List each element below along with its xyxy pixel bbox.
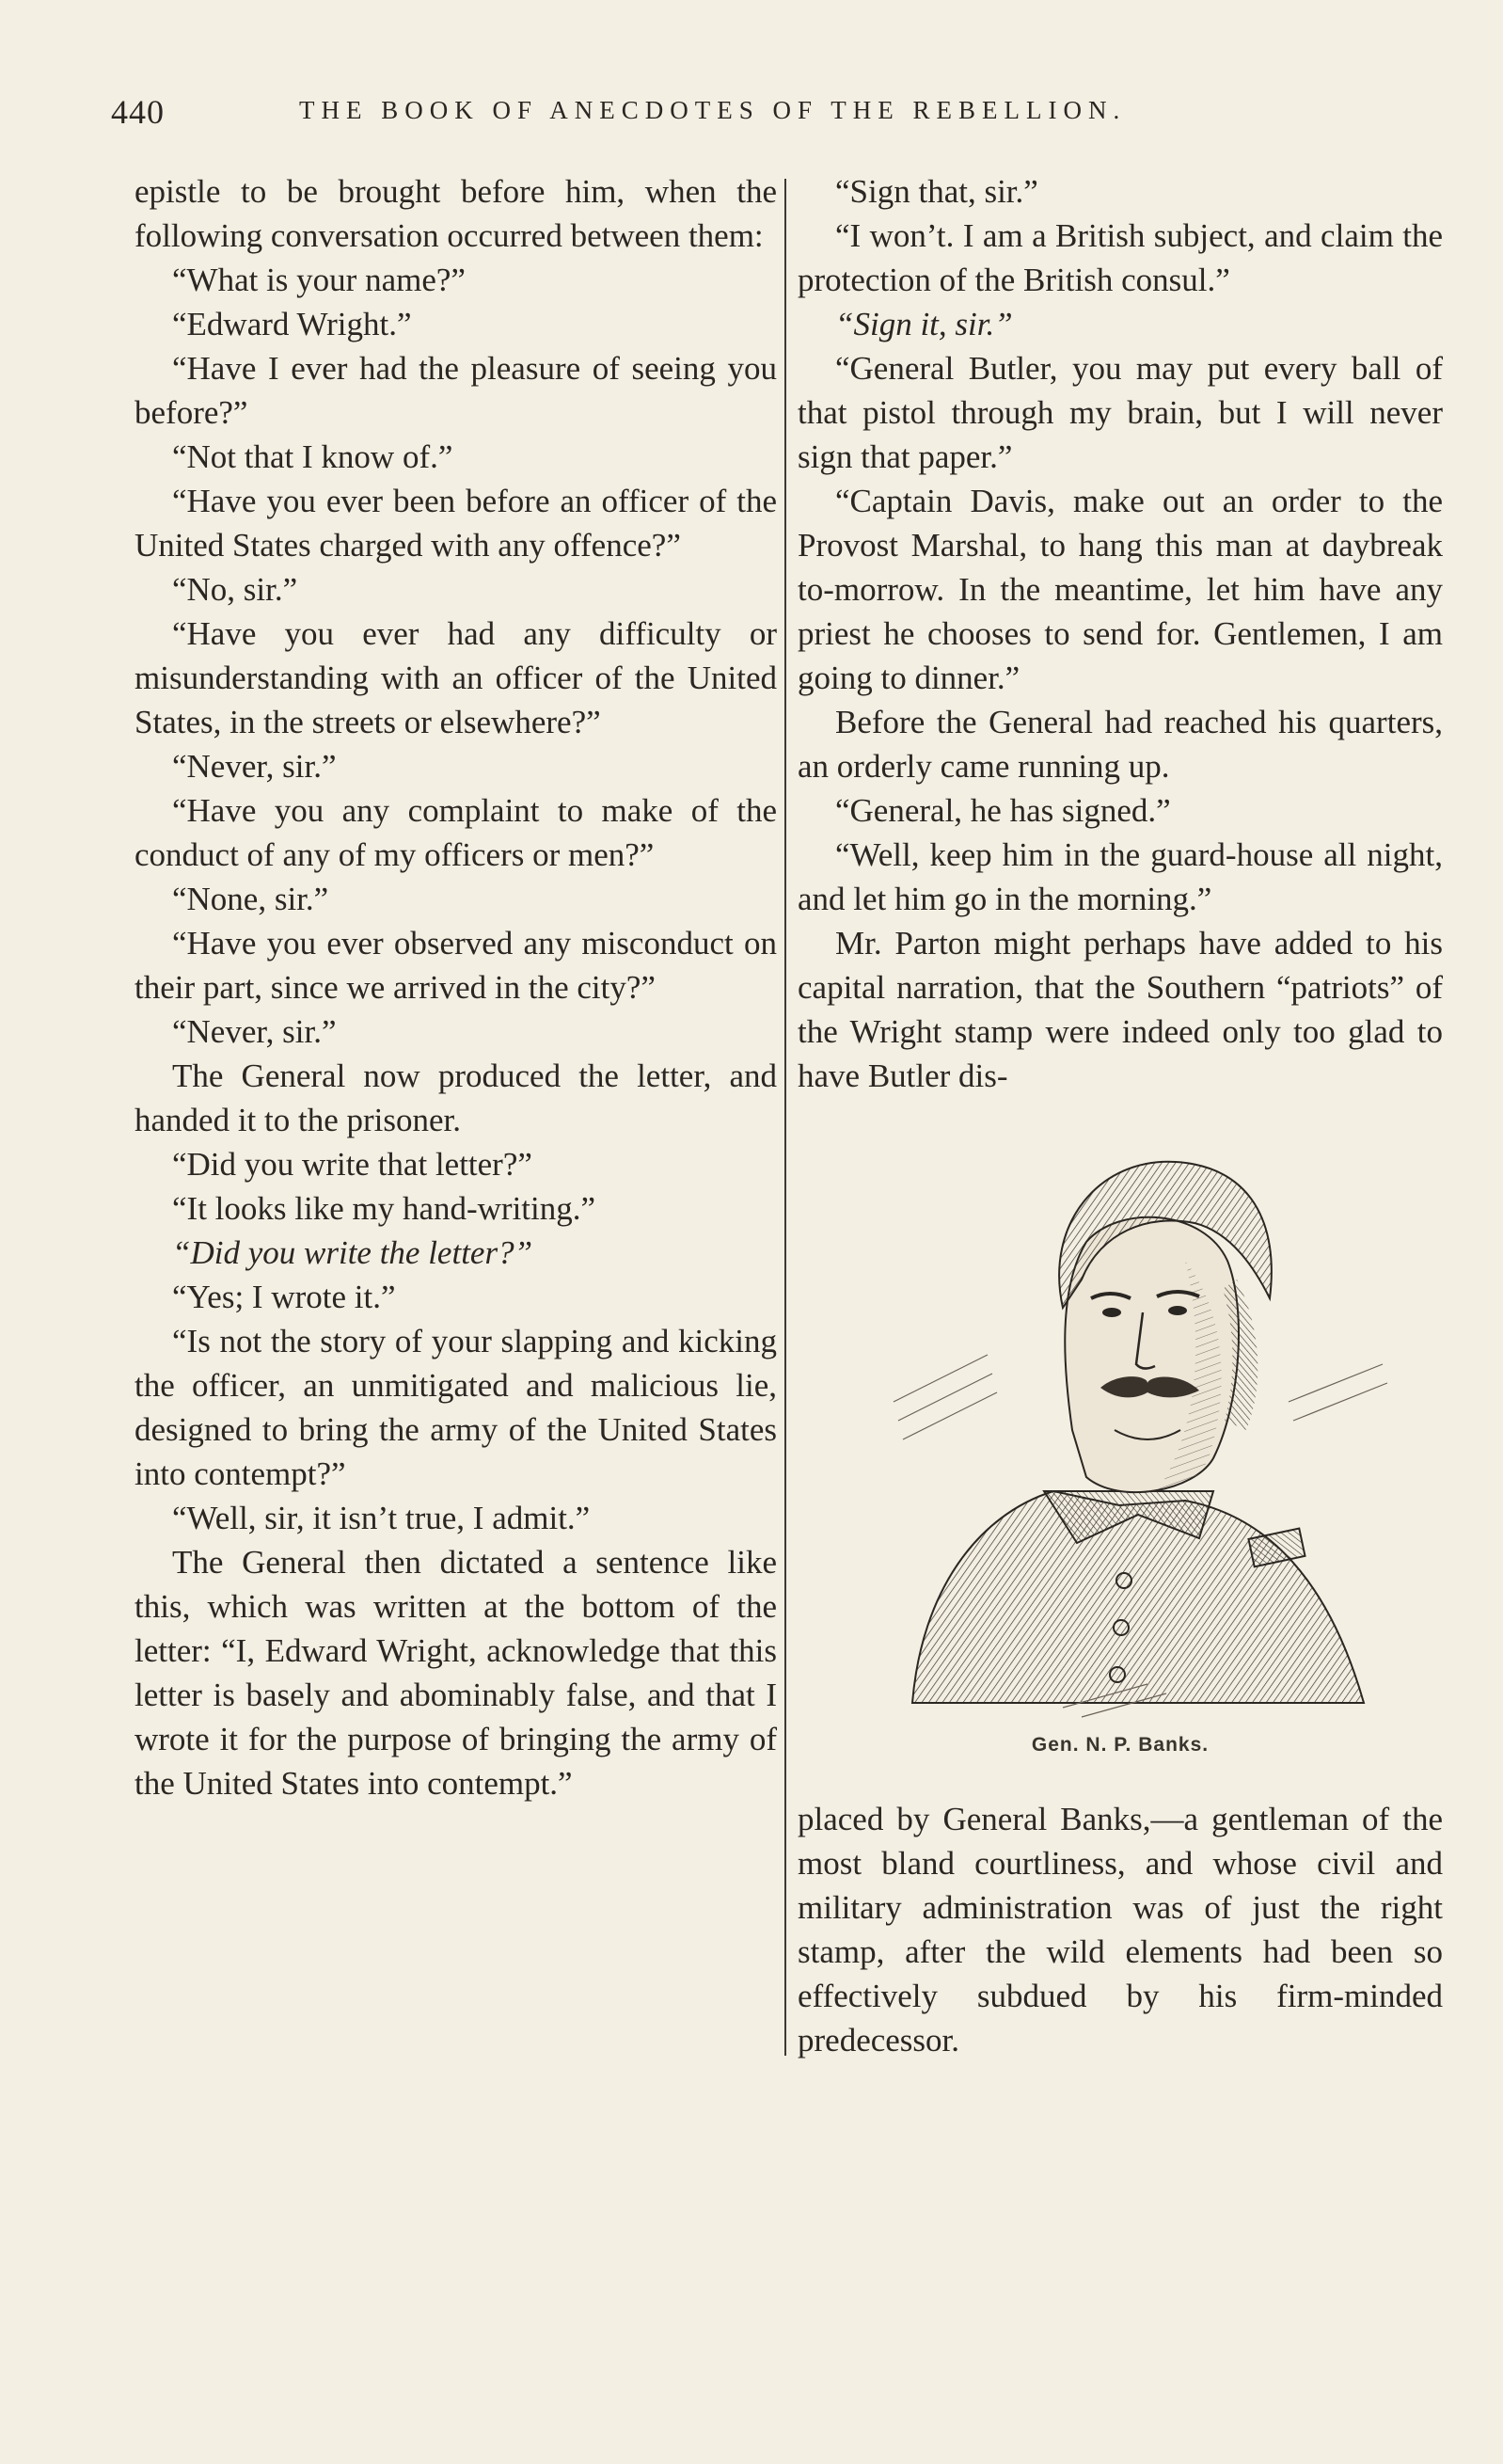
paragraph: “No, sir.” bbox=[172, 571, 298, 608]
right-column-bottom bbox=[798, 1797, 1443, 2062]
paragraph: The General then dictated a sentence like this, which was written at the bottom of the letter: “I, Edward Wright, acknowledge that this letter is basely and abominably false, and that I wrote it for the purpose of bringing the army of the United States into contempt.” bbox=[134, 1544, 777, 1802]
portrait-engraving bbox=[875, 1120, 1401, 1722]
paragraph: “General, he has signed.” bbox=[835, 792, 1171, 829]
paragraph: “Well, keep him in the guard-house all night, and let him go in the morning.” bbox=[798, 836, 1443, 917]
paragraph: “Is not the story of your slapping and kicking the officer, an unmitigated and malicious lie, designed to bring the army of the United States into contempt?” bbox=[134, 1323, 777, 1492]
running-title: THE BOOK OF ANECDOTES OF THE REBELLION. bbox=[299, 96, 1127, 124]
paragraph: “Did you write that letter?” bbox=[172, 1146, 532, 1183]
paragraph: “General Butler, you may put every ball of that pistol through my brain, but I will never sign that paper.” bbox=[798, 350, 1443, 475]
paragraph: “Yes; I wrote it.” bbox=[172, 1279, 396, 1315]
paragraph: “Have you ever observed any misconduct on their part, since we arrived in the city?” bbox=[134, 925, 777, 1006]
paragraph: “Never, sir.” bbox=[172, 1013, 337, 1050]
paragraph: placed by General Banks,—a gentleman of the most bland courtliness, and whose civil and military administration was of just the right stamp, after the wild elements had been so effectively subdued by his firm-minded predecessor. bbox=[798, 1801, 1443, 2059]
page-number: 440 bbox=[111, 93, 165, 131]
paragraph: “Have I ever had the pleasure of seeing you before?” bbox=[134, 350, 777, 431]
paragraph: “Captain Davis, make out an order to the Provost Marshal, to hang this man at daybreak to-morrow. In the meantime, let him have any priest he chooses to send for. Gentlemen, I am going to dinner.” bbox=[798, 483, 1443, 696]
paragraph: “Have you ever had any difficulty or misunderstanding with an officer of the United States, in the streets or elsewhere?” bbox=[134, 615, 777, 740]
page-header bbox=[111, 92, 1277, 134]
paragraph: Before the General had reached his quarters, an orderly came running up. bbox=[798, 704, 1443, 785]
left-column bbox=[134, 169, 777, 1805]
figure-caption: Gen. N. P. Banks. bbox=[1031, 1734, 1210, 1756]
paragraph: “What is your name?” bbox=[172, 262, 466, 298]
paragraph: “Edward Wright.” bbox=[172, 306, 412, 342]
paragraph: “Have you any complaint to make of the conduct of any of my officers or men?” bbox=[134, 792, 777, 873]
paragraph: “Never, sir.” bbox=[172, 748, 337, 785]
paragraph: “None, sir.” bbox=[172, 881, 329, 917]
paragraph: “Sign it, sir.” bbox=[835, 306, 1013, 342]
paragraph: “It looks like my hand-writing.” bbox=[172, 1190, 596, 1227]
paragraph: “I won’t. I am a British subject, and claim the protection of the British consul.” bbox=[798, 217, 1443, 298]
paragraph: “Well, sir, it isn’t true, I admit.” bbox=[172, 1500, 591, 1536]
paragraph: “Have you ever been before an officer of the United States charged with any offence?” bbox=[134, 483, 777, 564]
column-divider bbox=[784, 179, 786, 2056]
right-column-top bbox=[798, 169, 1443, 1098]
paragraph: epistle to be brought before him, when the following conversation occurred between them: bbox=[134, 173, 777, 254]
paragraph: Mr. Parton might perhaps have added to his capital narration, that the Southern “patriots” of the Wright stamp were indeed only too glad to have Butler dis- bbox=[798, 925, 1443, 1094]
paragraph: “Sign that, sir.” bbox=[835, 173, 1038, 210]
paragraph: The General now produced the letter, and handed it to the prisoner. bbox=[134, 1057, 777, 1138]
paragraph: “Did you write the letter?” bbox=[172, 1234, 533, 1271]
paragraph: “Not that I know of.” bbox=[172, 438, 453, 475]
